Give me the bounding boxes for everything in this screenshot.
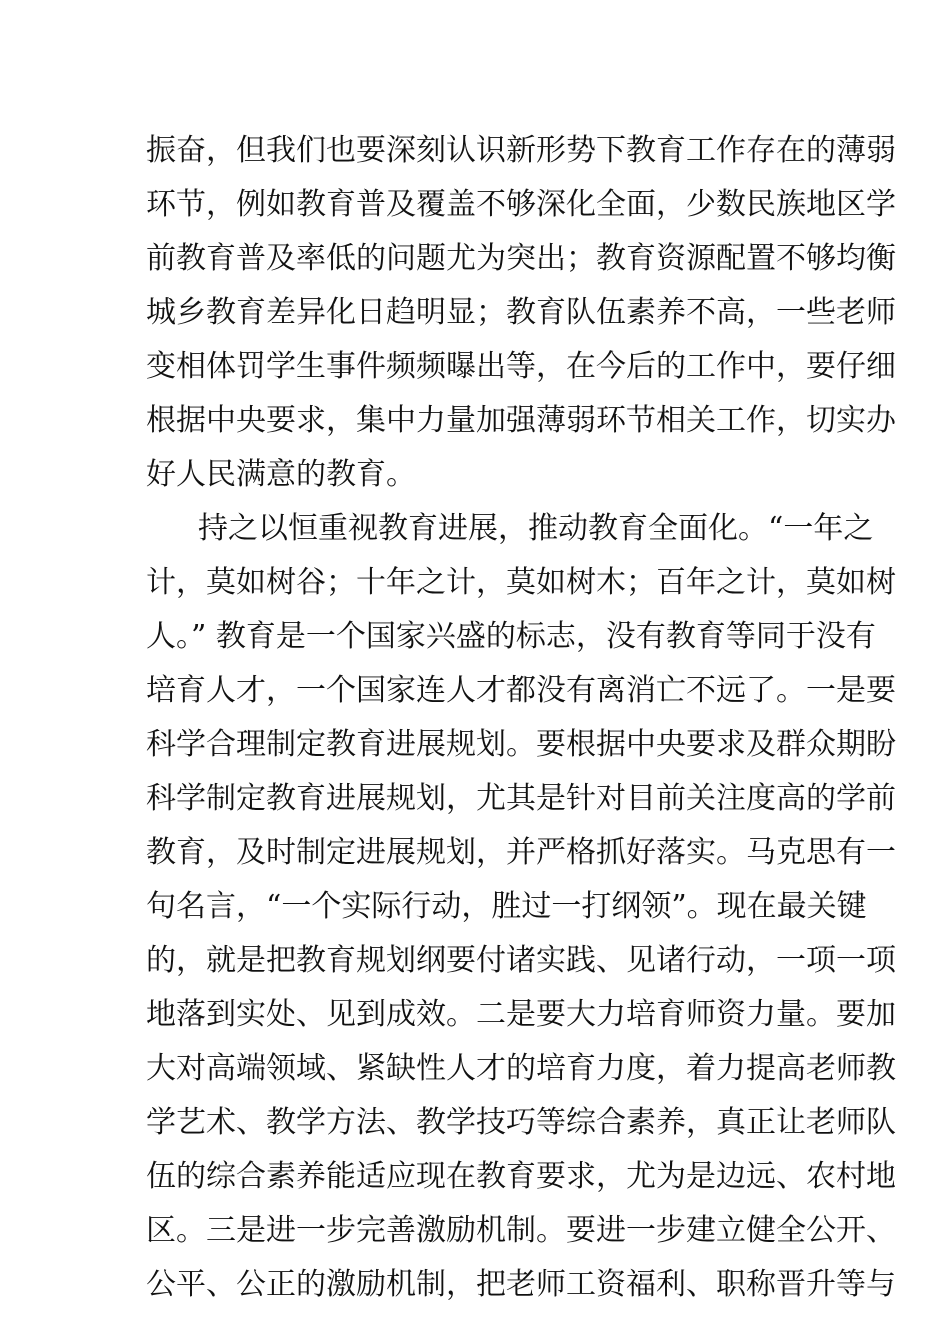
text-line: 计，莫如树谷；十年之计，莫如树木；百年之计，莫如树 (146, 565, 896, 600)
text-line: 环节，例如教育普及覆盖不够深化全面，少数民族地区学 (146, 187, 896, 222)
text-line: 持之以恒重视教育进展，推动教育全面化。“一年之 (198, 511, 874, 546)
text-line: 根据中央要求，集中力量加强薄弱环节相关工作，切实办 (146, 403, 896, 438)
text-line: 的，就是把教育规划纲要付诸实践、见诸行动，一项一项 (146, 943, 896, 978)
text-line: 前教育普及率低的问题尤为突出；教育资源配置不够均衡 (146, 241, 896, 276)
text-line: 句名言，“一个实际行动，胜过一打纲领”。现在最关键 (146, 889, 867, 924)
text-line: 科学合理制定教育进展规划。要根据中央要求及群众期盼 (146, 727, 896, 762)
text-line: 好人民满意的教育。 (146, 457, 416, 492)
paragraph-2 (146, 502, 896, 1312)
text-line: 区。三是进一步完善激励机制。要进一步建立健全公开、 (146, 1213, 896, 1248)
text-line: 公平、公正的激励机制，把老师工资福利、职称晋升等与 (146, 1267, 896, 1302)
text-line: 学艺术、教学方法、教学技巧等综合素养，真正让老师队 (146, 1105, 896, 1140)
body-text (146, 124, 896, 1312)
text-line: 培育人才，一个国家连人才都没有离消亡不远了。一是要 (146, 673, 896, 708)
text-line: 教育，及时制定进展规划，并严格抓好落实。马克思有一 (146, 835, 896, 870)
text-line: 城乡教育差异化日趋明显；教育队伍素养不高，一些老师 (146, 295, 896, 330)
paragraph-1 (146, 124, 896, 502)
text-line: 科学制定教育进展规划，尤其是针对目前关注度高的学前 (146, 781, 896, 816)
text-line: 人。” 教育是一个国家兴盛的标志，没有教育等同于没有 (146, 619, 876, 654)
text-line: 振奋，但我们也要深刻认识新形势下教育工作存在的薄弱 (146, 133, 896, 168)
text-line: 变相体罚学生事件频频曝出等，在今后的工作中，要仔细 (146, 349, 896, 384)
text-line: 伍的综合素养能适应现在教育要求，尤为是边远、农村地 (146, 1159, 896, 1194)
text-line: 大对高端领域、紧缺性人才的培育力度，着力提高老师教 (146, 1051, 896, 1086)
text-line: 地落到实处、见到成效。二是要大力培育师资力量。要加 (146, 997, 896, 1032)
